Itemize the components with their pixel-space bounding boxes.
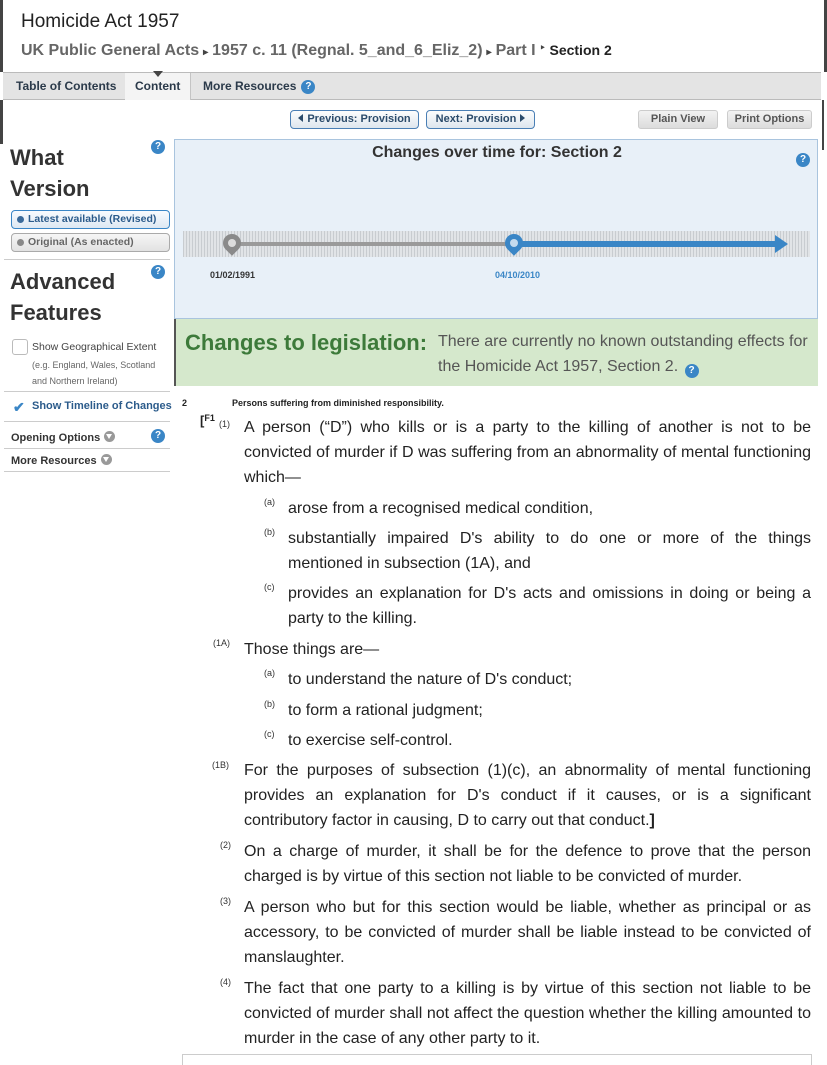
changes-heading: Changes to legislation: [185,330,428,355]
changes-help-icon[interactable]: ? [685,364,699,378]
paragraph-1a: arose from a recognised medical condition, [288,500,594,517]
changes-to-legislation-box [174,319,818,386]
radio-icon [17,239,24,246]
paragraph-number: (c) [264,582,275,592]
more-resources-link[interactable] [11,454,112,467]
original-version-button[interactable] [11,233,170,252]
latest-version-button[interactable] [11,210,170,229]
geographical-extent-checkbox[interactable] [12,339,28,355]
advanced-features-line1: Advanced [10,269,116,294]
latest-version-label: Latest available (Revised) [28,213,157,225]
amendment-marker: [$^{F1}$ [200,413,215,428]
timeline-date-1[interactable]: 01/02/1991 [210,270,256,280]
subsection-number: (1) [219,419,230,429]
breadcrumb-item-acts[interactable]: UK Public General Acts [21,42,200,59]
paragraph-number: (a) [264,668,275,678]
arrow-right-icon [520,114,525,122]
subsection-1A: Those things are— [244,641,380,658]
what-version-heading [10,142,89,204]
tab-content-label: Content [135,79,181,93]
arrow-left-icon [298,114,303,122]
what-version-line2: Version [10,176,90,201]
previous-provision-button[interactable] [290,110,419,129]
section-number: 2 [182,398,188,408]
opening-options-help-icon[interactable]: ? [151,429,165,443]
breadcrumb-arrow-icon: ▸ [203,47,209,58]
breadcrumb [21,42,612,60]
tab-bar [3,72,821,100]
subsection-1B-block [244,758,811,833]
subsection-number: (3) [220,896,231,906]
paragraph-number: (c) [264,729,275,739]
divider [4,471,170,472]
timeline-panel [174,139,818,319]
subsection-1: A person (“D”) who kills or is a party to the killing of another is not to be convicted of murder if D was suffering from an abnormality of mental functioning which— [244,419,811,486]
next-provision-button[interactable] [426,110,535,129]
breadcrumb-current: Section 2 [549,42,612,58]
original-version-label: Original (As enacted) [28,236,134,248]
plain-view-button[interactable]: Plain View [638,110,718,129]
tab-more-resources-label: More Resources [203,79,297,93]
page-header [0,0,827,72]
subsection-number: (1A) [213,638,231,648]
timeline-past-segment [231,242,513,246]
advanced-features-line2: Features [10,300,102,325]
what-version-help-icon[interactable]: ? [151,140,165,154]
breadcrumb-arrow-icon: ▸ [486,47,492,58]
frame-border-right [822,100,824,150]
section-heading: Persons suffering from diminished responsibility. [232,398,444,408]
tab-more-resources[interactable] [193,73,325,100]
show-timeline-label[interactable]: Show Timeline of Changes [32,400,172,412]
divider [4,391,170,392]
print-options-button[interactable]: Print Options [727,110,812,129]
advanced-features-heading [10,266,115,328]
geographical-extent-example: (e.g. England, Wales, Scotland and Northern Ireland) [32,360,156,386]
opening-options-link[interactable] [11,431,115,444]
paragraph-number: (b) [264,699,275,709]
amendment-end-marker: ] [649,812,655,829]
timeline-date-2[interactable]: 04/10/2010 [495,270,541,280]
timeline-help-icon[interactable]: ? [796,153,810,167]
help-icon[interactable]: ? [301,80,315,94]
paragraph-1Aa: to understand the nature of D's conduct; [288,671,573,688]
divider [4,421,170,422]
subsection-2: On a charge of murder, it shall be for the defence to prove that the person charged is by virtue of this section not liable to be convicted of murder. [244,843,811,885]
page-title: Homicide Act 1957 [21,11,180,32]
geographical-extent-label: Show Geographical Extent [32,341,157,353]
opening-options-label: Opening Options [11,432,101,444]
subsection-4: The fact that one party to a killing is by virtue of this section not liable to be convicted of murder shall not affect the question whether the killing amounted to murder in the case of any other party to it. [244,980,811,1047]
content-footer-border [182,1054,812,1065]
paragraph-1Ac: to exercise self-control. [288,732,453,749]
subsection-number: (2) [220,840,231,850]
footnote-f1-link[interactable]: F1 [204,413,215,423]
tab-table-of-contents[interactable]: Table of Contents [6,73,127,100]
timeline-arrow-icon [775,235,788,253]
frame-border-left [0,100,3,144]
paragraph-number: (b) [264,527,275,537]
subsection-number: (1B) [212,760,230,770]
timeline-title: Changes over time for: Section 2 [372,144,622,161]
paragraph-1Ab: to form a rational judgment; [288,702,483,719]
paragraph-1c: provides an explanation for D's acts and omissions in doing or being a party to the killing. [288,585,811,627]
timeline-current-segment [513,241,779,247]
radio-selected-icon [17,216,24,223]
subsection-number: (4) [220,977,231,987]
chevron-down-icon [101,454,112,465]
paragraph-number: (a) [264,497,275,507]
tab-content[interactable] [125,73,191,100]
breadcrumb-item-part[interactable]: Part I [495,42,536,59]
checkmark-icon[interactable]: ✔ [13,399,25,415]
breadcrumb-item-chapter[interactable]: 1957 c. 11 (Regnal. 5_and_6_Eliz_2) [212,42,483,59]
more-resources-label: More Resources [11,455,97,467]
advanced-features-help-icon[interactable]: ? [151,265,165,279]
divider [4,259,170,260]
divider [4,448,170,449]
previous-provision-label: Previous: Provision [307,113,411,125]
chevron-down-icon [104,431,115,442]
changes-text: There are currently no known outstanding effects for the Homicide Act 1957, Section 2. [438,333,808,375]
paragraph-1b: substantially impaired D's ability to do one or more of the things mentioned in subsection (1A), and [288,530,811,572]
next-provision-label: Next: Provision [435,113,517,125]
subsection-1B: For the purposes of subsection (1)(c), an abnormality of mental functioning provides an explanation for D's conduct if it causes, or is a significant contributory factor in causing, D to carry out that conduct. [244,762,811,829]
breadcrumb-arrow-icon: ‣ [539,43,546,54]
subsection-3: A person who but for this section would be liable, whether as principal or as accessory, to be convicted of murder shall be liable instead to be convicted of manslaughter. [244,899,811,966]
what-version-line1: What [10,145,64,170]
changes-text-block [438,329,816,379]
